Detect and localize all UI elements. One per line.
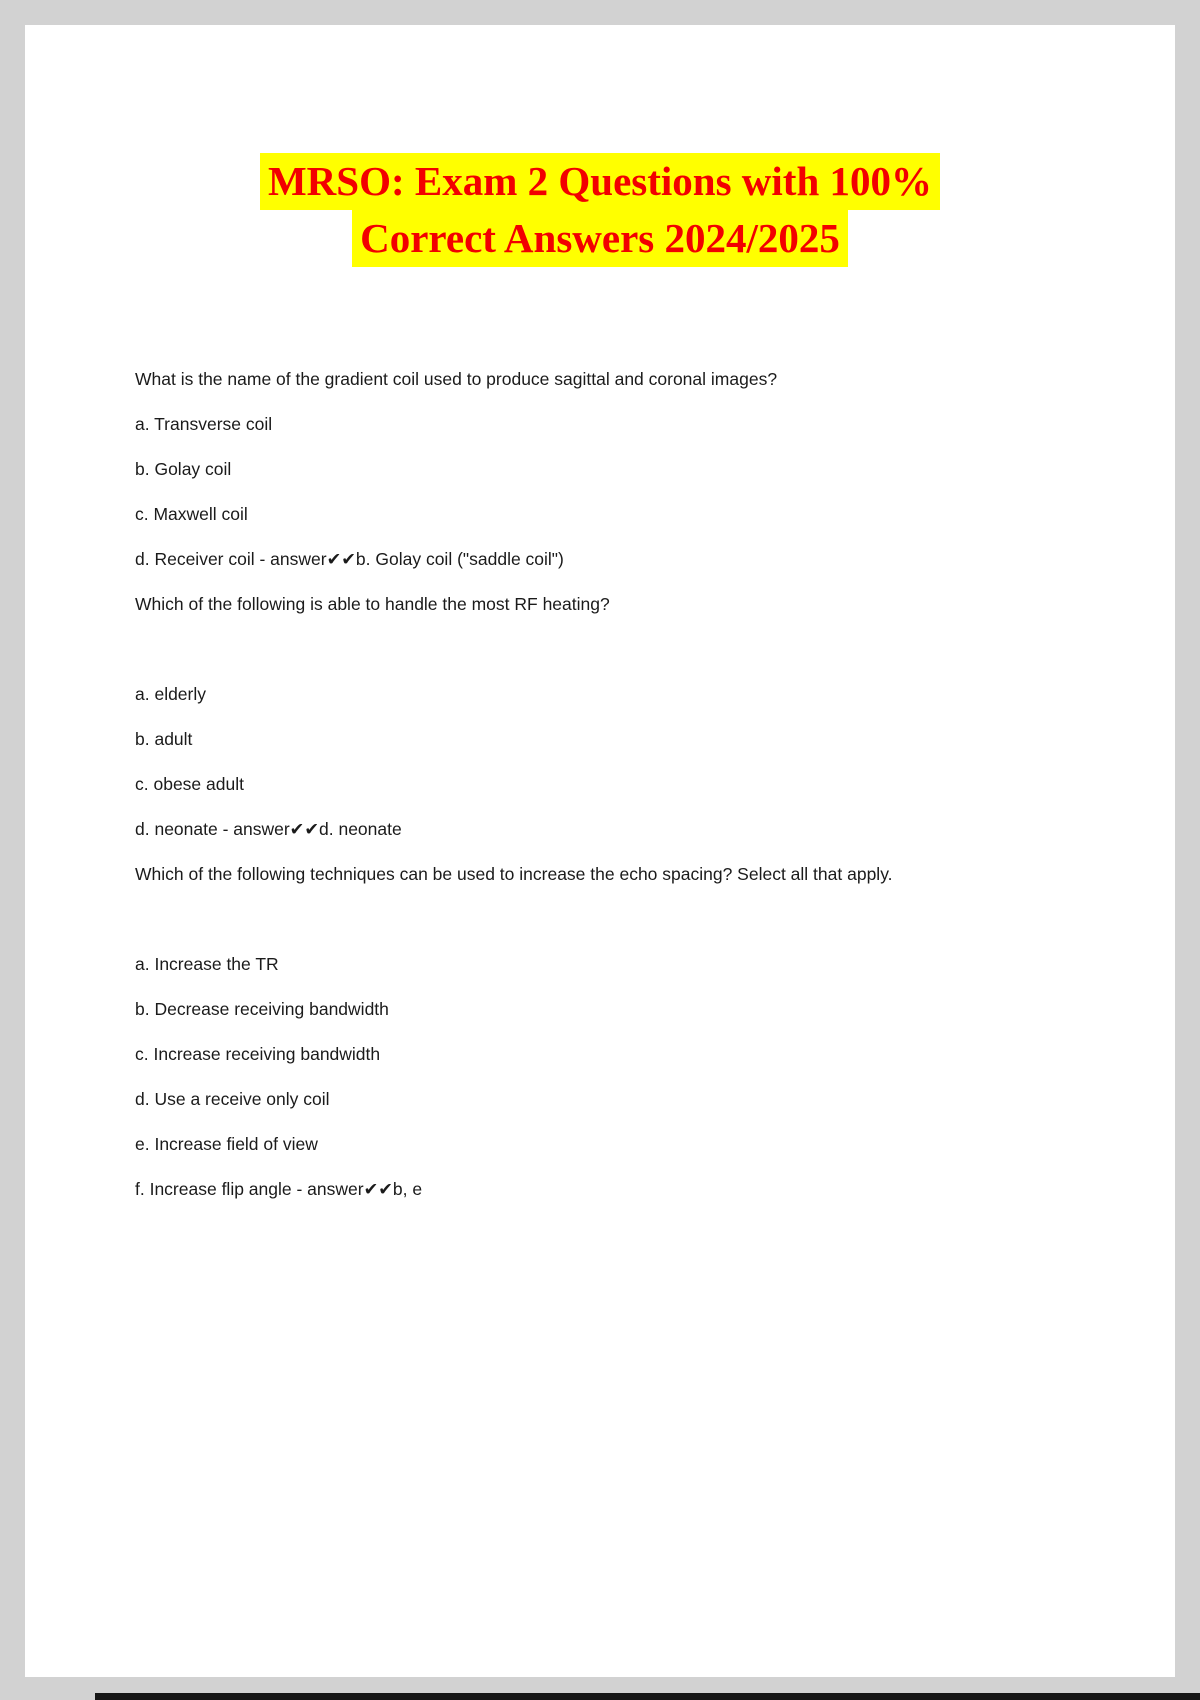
document-body [135,363,957,1205]
paragraph: e. Increase field of view [135,1134,318,1154]
paragraph: c. Maxwell coil [135,504,248,524]
paragraph: a. Transverse coil [135,414,273,434]
paragraph: a. Increase the TR [135,954,279,974]
paragraph: What is the name of the gradient coil used to produce sagittal and coronal images? [135,369,778,389]
paragraph: d. Use a receive only coil [135,1089,330,1109]
paragraph: b. adult [135,729,193,749]
title-line-1: MRSO: Exam 2 Questions with 100% [260,153,940,210]
paragraph: f. Increase flip angle - answer✔✔b, e [135,1179,423,1199]
paragraph: d. Receiver coil - answer✔✔b. Golay coil ("saddle coil") [135,549,564,569]
paragraph: a. elderly [135,684,207,704]
paragraph-spacer [135,633,957,665]
next-page-edge [95,1693,1200,1700]
paragraph: c. obese adult [135,774,244,794]
document-page [25,25,1175,1677]
paragraph: Which of the following techniques can be used to increase the echo spacing? Select all that apply. [135,864,893,884]
paragraph: b. Decrease receiving bandwidth [135,999,389,1019]
title-line-2: Correct Answers 2024/2025 [352,210,848,267]
paragraph: d. neonate - answer✔✔d. neonate [135,819,402,839]
document-title [25,153,1175,267]
paragraph: b. Golay coil [135,459,232,479]
paragraph: c. Increase receiving bandwidth [135,1044,381,1064]
paragraph-spacer [135,903,957,935]
paragraph: Which of the following is able to handle the most RF heating? [135,594,610,614]
